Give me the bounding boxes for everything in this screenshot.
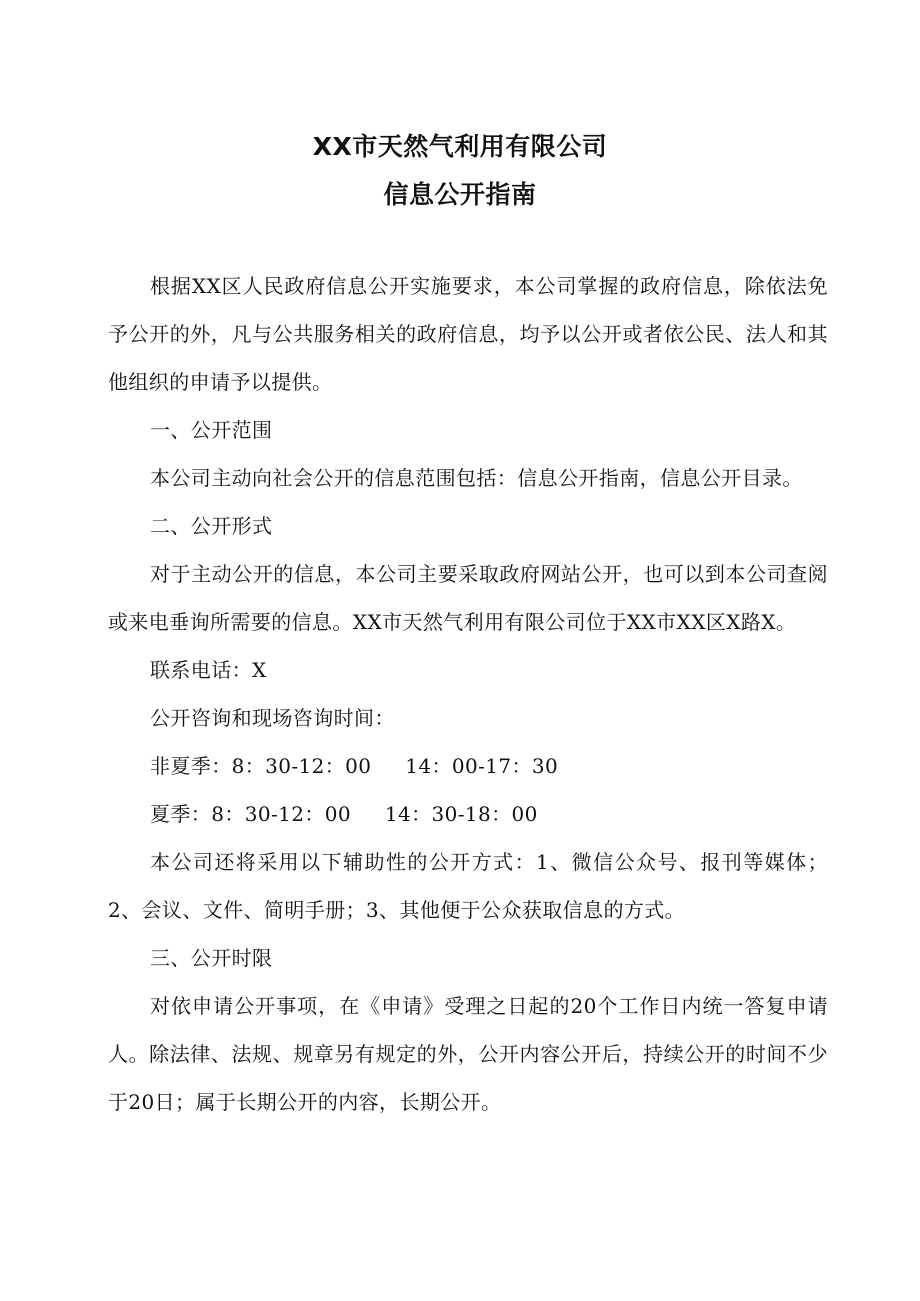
document-body (108, 262, 828, 1126)
section-1-body: 本公司主动向社会公开的信息范围包括：信息公开指南，信息公开目录。 (150, 466, 803, 490)
section-3-heading: 三、公开时限 (150, 946, 273, 970)
intro-paragraph: 根据XX区人民政府信息公开实施要求，本公司掌握的政府信息，除依法免予公开的外，凡与公共服务相关的政府信息，均予以公开或者依公民、法人和其他组织的申请予以提供。 (108, 274, 828, 394)
auxiliary-methods: 本公司还将采用以下辅助性的公开方式：1、微信公众号、报刊等媒体；2、会议、文件、简明手册；3、其他便于公众获取信息的方式。 (108, 850, 828, 922)
section-2-heading: 二、公开形式 (150, 514, 273, 538)
non-summer-hours: 非夏季：8：30-12：00 14：00-17：30 (150, 754, 559, 778)
consult-time-label: 公开咨询和现场咨询时间： (150, 706, 395, 730)
contact-phone: 联系电话：X (150, 658, 267, 682)
summer-hours: 夏季：8：30-12：00 14：30-18：00 (150, 802, 538, 826)
section-3-body: 对依申请公开事项，在《申请》受理之日起的20个工作日内统一答复申请人。除法律、法规、规章另有规定的外，公开内容公开后，持续公开的时间不少于20日；属于长期公开的内容，长期公开。 (108, 994, 828, 1114)
company-title: XX市天然气利用有限公司 (312, 132, 608, 161)
section-1-heading: 一、公开范围 (150, 418, 273, 442)
section-2-body: 对于主动公开的信息，本公司主要采取政府网站公开，也可以到本公司查阅或来电垂询所需要的信息。XX市天然气利用有限公司位于XX市XX区X路X。 (108, 562, 828, 634)
document-title: 信息公开指南 (383, 180, 537, 209)
